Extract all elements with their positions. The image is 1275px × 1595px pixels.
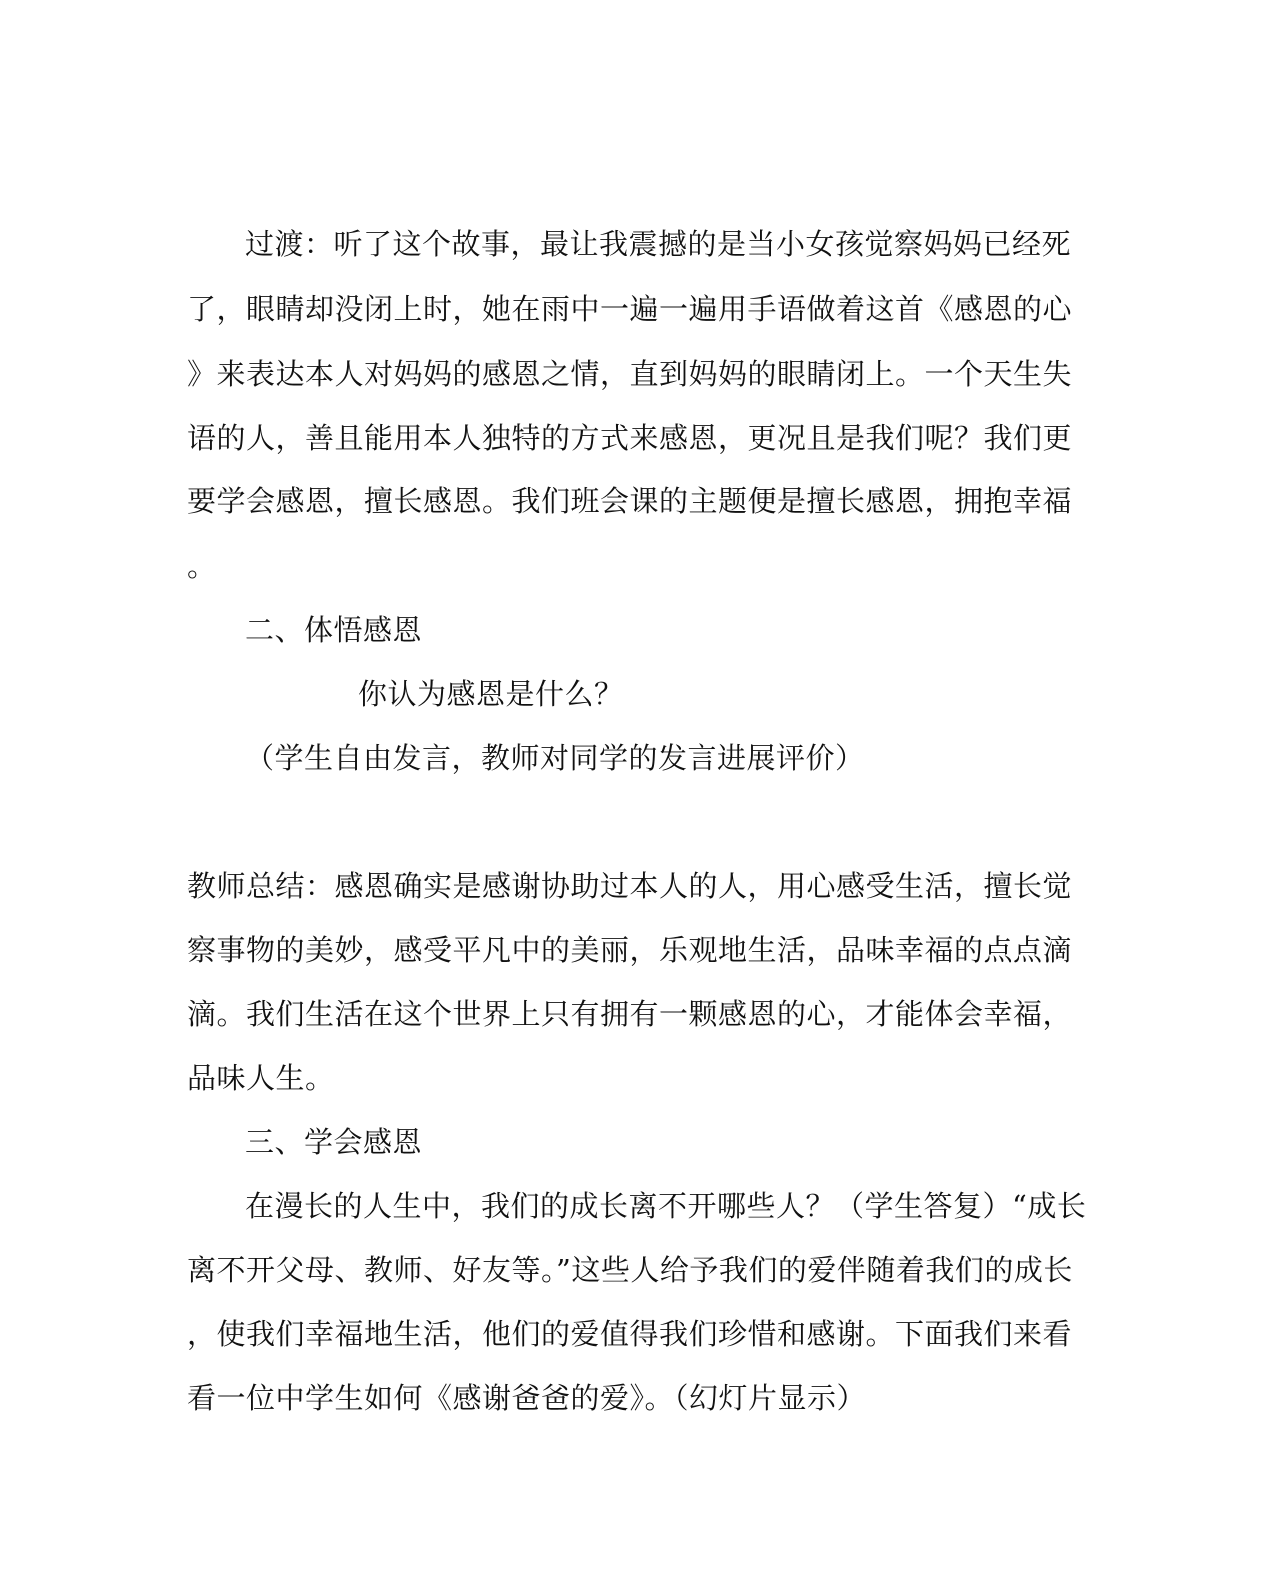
question-line: 你认为感恩是什么？ <box>358 677 624 711</box>
paragraph-transition-line-5: 要学会感恩，擅长感恩。我们班会课的主题便是擅长感恩，拥抱幸福 <box>187 484 1073 518</box>
paragraph-transition-line-2: 了，眼睛却没闭上时，她在雨中一遍一遍用手语做着这首《感恩的心 <box>187 292 1073 326</box>
paragraph-growth-line-1: 在漫长的人生中，我们的成长离不开哪些人？（学生答复）“成长 <box>245 1189 1087 1223</box>
paragraph-summary-line-2: 察事物的美妙，感受平凡中的美丽，乐观地生活，品味幸福的点点滴 <box>187 933 1073 967</box>
section-heading-2: 二、体悟感恩 <box>245 613 423 647</box>
paragraph-summary-line-4: 品味人生。 <box>187 1061 335 1095</box>
paragraph-summary-line-3: 滴。我们生活在这个世界上只有拥有一颗感恩的心，才能体会幸福， <box>187 997 1073 1031</box>
paragraph-transition-line-1: 过渡：听了这个故事，最让我震撼的是当小女孩觉察妈妈已经死 <box>245 227 1072 261</box>
paragraph-transition-line-3: 》来表达本人对妈妈的感恩之情，直到妈妈的眼睛闭上。一个天生失 <box>187 357 1073 391</box>
paragraph-summary-line-1: 教师总结：感恩确实是感谢协助过本人的人，用心感受生活，擅长觉 <box>187 869 1073 903</box>
paragraph-growth-line-2: 离不开父母、教师、好友等。”这些人给予我们的爱伴随着我们的成长 <box>187 1253 1073 1287</box>
section-heading-3: 三、学会感恩 <box>245 1125 423 1159</box>
paragraph-transition-line-6: 。 <box>187 549 217 583</box>
paragraph-growth-line-4: 看一位中学生如何《感谢爸爸的爱》。（幻灯片显示） <box>187 1381 867 1415</box>
student-activity-note: （学生自由发言，教师对同学的发言进展评价） <box>245 741 865 775</box>
paragraph-growth-line-3: ，使我们幸福地生活，他们的爱值得我们珍惜和感谢。下面我们来看 <box>187 1317 1073 1351</box>
paragraph-transition-line-4: 语的人，善且能用本人独特的方式来感恩，更况且是我们呢？我们更 <box>187 421 1073 455</box>
